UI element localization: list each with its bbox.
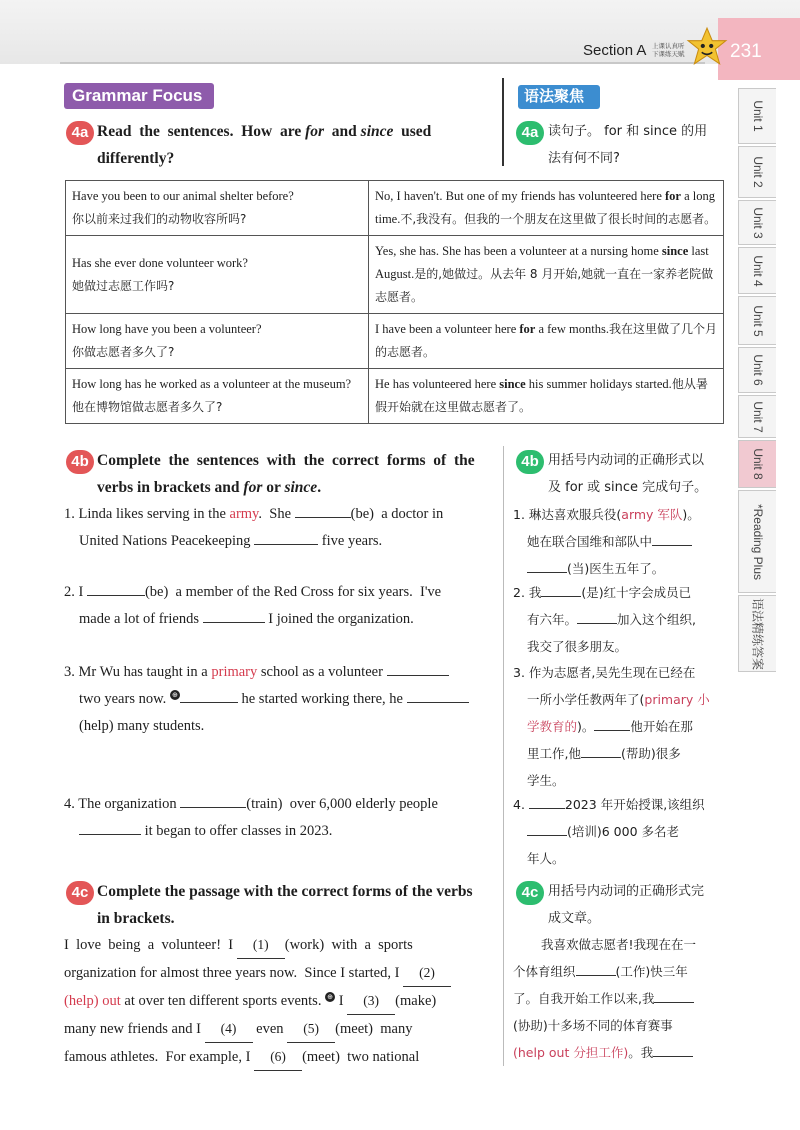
side-tab-7[interactable]	[738, 395, 776, 438]
column-divider	[503, 446, 504, 1066]
answer-blank[interactable]	[527, 819, 567, 836]
side-tab-label: Unit 4	[750, 254, 765, 287]
sentence-4: 4. The organization (train) over 6,000 elderly people it began to offer classes in 2023.	[64, 791, 496, 845]
page-number: 231	[730, 41, 762, 62]
sentence-4-cn: 4. 2023 年开始授课,该组织 (培训)6 000 多名老 年人。	[513, 791, 728, 872]
exercise-4b-badge: 4b	[66, 450, 94, 474]
answer-blank[interactable]	[652, 529, 692, 546]
answer-blank[interactable]	[529, 792, 565, 809]
side-tab-1[interactable]	[738, 88, 776, 144]
passage-blank-6[interactable]: (6)	[254, 1043, 302, 1071]
sentence-3: 3. Mr Wu has taught in a primary school as a volunteer two years now. ⊕ he started working there, he (help) many students.	[64, 659, 496, 740]
answer-cell: He has volunteered here since his summer holidays started.他从暑假开始就在这里做志愿者了。	[369, 369, 724, 424]
answer-blank[interactable]	[387, 659, 449, 676]
side-tab-2[interactable]	[738, 146, 776, 198]
side-tab-label: 语法精练答案	[750, 597, 764, 670]
side-tab-8[interactable]	[738, 440, 776, 488]
sentence-2-cn: 2. 我 (是)红十字会成员已 有六年。 加入这个组织, 我交了很多朋友。	[513, 579, 728, 660]
side-tab-label: Unit 8	[750, 448, 765, 480]
side-tab-4[interactable]	[738, 247, 776, 294]
exercise-4c-instruction: Complete the passage with the correct forms of the verbs in brackets.	[97, 883, 473, 927]
grammar-focus-title-cn: 语法聚焦	[518, 85, 600, 109]
question-cell: Have you been to our animal shelter before? 你以前来过我们的动物收容所吗?	[66, 181, 369, 236]
grammar-table	[65, 180, 724, 424]
side-tab-10[interactable]	[738, 595, 776, 672]
sentence-1: 1. Linda likes serving in the army. She (be) a doctor in United Nations Peacekeeping five years.	[64, 501, 496, 555]
table-row	[66, 236, 724, 314]
exercise-4b-badge-cn: 4b	[516, 450, 544, 474]
side-tab-6[interactable]	[738, 347, 776, 393]
answer-blank[interactable]	[577, 607, 617, 624]
table-row	[66, 181, 724, 236]
side-tab-label: Unit 6	[750, 354, 765, 386]
answer-blank[interactable]	[594, 714, 630, 731]
answer-blank[interactable]	[653, 1040, 693, 1057]
header-rule	[60, 62, 705, 64]
sentence-3-cn: 3. 作为志愿者,吴先生现在已经在 一所小学任教两年了(primary 小 学教育的)。 他开始在那 里工作,他 (帮助)很多 学生。	[513, 665, 710, 788]
answer-blank[interactable]	[203, 606, 265, 623]
exercise-4b-instruction-cn: 用括号内动词的正确形式以 及 for 或 since 完成句子。	[548, 453, 708, 495]
answer-blank[interactable]	[79, 818, 141, 835]
exercise-4a-instruction-cn: 读句子。 for 和 since 的用 法有何不同?	[548, 124, 708, 166]
tip-marker-icon: ⊕	[170, 690, 180, 700]
sentence-2: 2. I (be) a member of the Red Cross for six years. I've made a lot of friends I joined the organization.	[64, 579, 496, 633]
answer-cell: No, I haven't. But one of my friends has volunteered here for a long time.不,我没有。但我的一个朋友在这里做了很长时间的志愿者。	[369, 181, 724, 236]
table-row	[66, 314, 724, 369]
side-tab-label: Unit 3	[750, 206, 765, 239]
sentence-1-cn: 1. 琳达喜欢服兵役(army 军队)。 她在联合国维和部队中 (当)医生五年了。	[513, 507, 700, 576]
grammar-focus-title: Grammar Focus	[64, 83, 214, 109]
passage-4c: I love being a volunteer! I (1) (work) with a sports organization for almost three years now. Since I started, I (2) (help) out at over ten different sports events. ⊕ I (3) (make) many new friends and I (4) even (5) (meet) many famous athletes. For example, I (6) (meet) two national	[64, 931, 496, 1071]
side-tab-label: Unit 7	[750, 400, 765, 433]
section-label: Section A	[583, 42, 647, 59]
answer-cell: Yes, she has. She has been a volunteer at a nursing home since last August.是的,她做过。从去年 8 月开始,她就一直在一家养老院做志愿者。	[369, 236, 724, 314]
answer-blank[interactable]	[581, 741, 621, 758]
side-tab-9[interactable]	[738, 490, 776, 593]
star-mascot-icon	[686, 26, 728, 68]
question-cell: How long have you been a volunteer? 你做志愿者多久了?	[66, 314, 369, 369]
exercise-4a-badge-cn: 4a	[516, 121, 544, 145]
side-tab-5[interactable]	[738, 296, 776, 345]
tip-marker-icon: ⊕	[325, 992, 335, 1002]
passage-blank-2[interactable]: (2)	[403, 959, 451, 987]
answer-blank[interactable]	[180, 686, 238, 703]
side-tab-label: Unit 5	[750, 304, 765, 337]
side-tab-label: Unit 2	[750, 156, 765, 188]
passage-blank-4[interactable]: (4)	[205, 1015, 253, 1043]
side-tab-3[interactable]	[738, 200, 776, 245]
passage-blank-5[interactable]: (5)	[287, 1015, 335, 1043]
answer-blank[interactable]	[527, 556, 567, 573]
answer-blank[interactable]	[87, 579, 145, 596]
exercise-4c-badge: 4c	[66, 881, 94, 905]
passage-blank-1[interactable]: (1)	[237, 931, 285, 959]
answer-blank[interactable]	[180, 791, 246, 808]
answer-blank[interactable]	[295, 501, 351, 518]
table-row	[66, 369, 724, 424]
exercise-4b-instruction: Complete the sentences with the correct forms of the verbs in brackets and for or since.	[97, 452, 475, 496]
answer-blank[interactable]	[407, 686, 469, 703]
answer-blank[interactable]	[576, 959, 616, 976]
exercise-4a-instruction: Read the sentences. How are for and since used differently?	[97, 123, 432, 167]
answer-blank[interactable]	[254, 528, 318, 545]
exercise-4c-instruction-cn: 用括号内动词的正确形式完 成文章。	[548, 884, 705, 926]
question-cell: How long has he worked as a volunteer at the museum? 他在博物馆做志愿者多久了?	[66, 369, 369, 424]
exercise-4a-badge: 4a	[66, 121, 94, 145]
exercise-4c-badge-cn: 4c	[516, 881, 544, 905]
side-tab-label: *Reading Plus	[750, 503, 765, 580]
answer-blank[interactable]	[654, 986, 694, 1003]
question-cell: Has she ever done volunteer work? 她做过志愿工作吗?	[66, 236, 369, 314]
answer-cell: I have been a volunteer here for a few months.我在这里做了几个月的志愿者。	[369, 314, 724, 369]
side-tab-label: Unit 1	[750, 100, 765, 132]
passage-blank-3[interactable]: (3)	[347, 987, 395, 1015]
passage-4c-cn: 我喜欢做志愿者!我现在在一 个体育组织 (工作)快三年 了。自我开始工作以来,我 (协助)十多场不同的体育赛事 (help out 分担工作)。我	[513, 937, 697, 1060]
header-slogan: 上课认真听 下课练天赋	[652, 42, 685, 58]
column-divider-top	[502, 78, 504, 166]
answer-blank[interactable]	[541, 580, 581, 597]
